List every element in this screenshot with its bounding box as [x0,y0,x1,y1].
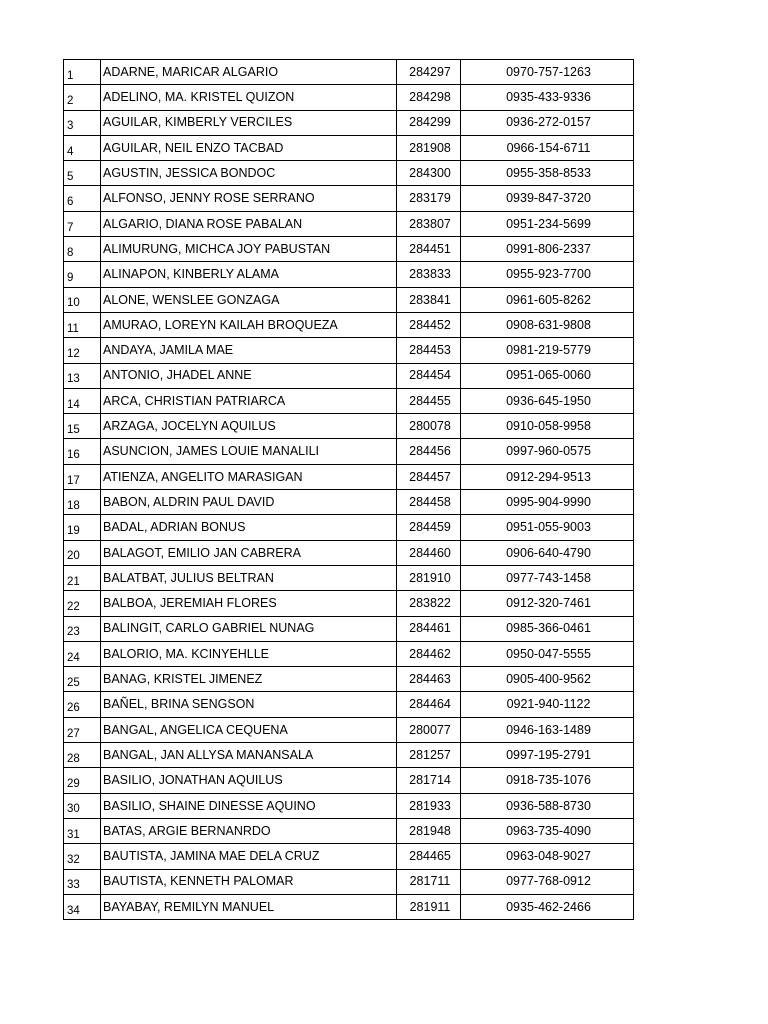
row-number-cell: 11 [64,312,101,337]
row-number-cell: 7 [64,211,101,236]
student-id-cell: 284459 [397,515,461,540]
table-row [64,388,634,413]
row-number-cell: 27 [64,717,101,742]
table-row [64,869,634,894]
row-number-cell: 29 [64,768,101,793]
row-number-cell: 34 [64,894,101,919]
student-id-cell: 284462 [397,641,461,666]
student-id-cell: 284460 [397,540,461,565]
table-row [64,85,634,110]
phone-number-cell: 0977-743-1458 [461,565,634,590]
student-id-cell: 281711 [397,869,461,894]
student-name-cell: BATAS, ARGIE BERNANRDO [101,818,397,843]
table-row [64,768,634,793]
student-name-cell: AGUILAR, KIMBERLY VERCILES [101,110,397,135]
row-number-cell: 23 [64,616,101,641]
table-row [64,338,634,363]
student-name-cell: BANAG, KRISTEL JIMENEZ [101,667,397,692]
student-name-cell: AGUILAR, NEIL ENZO TACBAD [101,135,397,160]
table-row [64,211,634,236]
table-row [64,844,634,869]
phone-number-cell: 0961-605-8262 [461,287,634,312]
phone-number-cell: 0951-234-5699 [461,211,634,236]
student-name-cell: BASILIO, SHAINE DINESSE AQUINO [101,793,397,818]
student-id-cell: 283822 [397,591,461,616]
phone-number-cell: 0981-219-5779 [461,338,634,363]
phone-number-cell: 0951-065-0060 [461,363,634,388]
row-number-cell: 9 [64,262,101,287]
student-id-cell: 283807 [397,211,461,236]
phone-number-cell: 0977-768-0912 [461,869,634,894]
student-id-cell: 281908 [397,135,461,160]
phone-number-cell: 0955-358-8533 [461,161,634,186]
student-roster-table [63,59,634,920]
phone-number-cell: 0912-294-9513 [461,464,634,489]
student-id-cell: 281714 [397,768,461,793]
table-row [64,565,634,590]
row-number-cell: 19 [64,515,101,540]
student-id-cell: 284452 [397,312,461,337]
phone-number-cell: 0906-640-4790 [461,540,634,565]
row-number-cell: 15 [64,414,101,439]
row-number-cell: 1 [64,60,101,85]
phone-number-cell: 0918-735-1076 [461,768,634,793]
table-row [64,515,634,540]
table-row [64,287,634,312]
table-row [64,262,634,287]
row-number-cell: 25 [64,667,101,692]
table-row [64,793,634,818]
student-name-cell: BALORIO, MA. KCINYEHLLE [101,641,397,666]
table-row [64,692,634,717]
phone-number-cell: 0912-320-7461 [461,591,634,616]
table-row [64,186,634,211]
phone-number-cell: 0955-923-7700 [461,262,634,287]
row-number-cell: 20 [64,540,101,565]
row-number-cell: 2 [64,85,101,110]
table-row [64,894,634,919]
row-number-cell: 5 [64,161,101,186]
phone-number-cell: 0936-588-8730 [461,793,634,818]
student-name-cell: ASUNCION, JAMES LOUIE MANALILI [101,439,397,464]
row-number-cell: 13 [64,363,101,388]
phone-number-cell: 0985-366-0461 [461,616,634,641]
student-id-cell: 284298 [397,85,461,110]
table-row [64,161,634,186]
student-name-cell: ARZAGA, JOCELYN AQUILUS [101,414,397,439]
table-row [64,110,634,135]
student-name-cell: BAUTISTA, KENNETH PALOMAR [101,869,397,894]
student-name-cell: ALONE, WENSLEE GONZAGA [101,287,397,312]
student-name-cell: BALBOA, JEREMIAH FLORES [101,591,397,616]
student-id-cell: 284455 [397,388,461,413]
table-row [64,414,634,439]
phone-number-cell: 0939-847-3720 [461,186,634,211]
phone-number-cell: 0936-645-1950 [461,388,634,413]
row-number-cell: 21 [64,565,101,590]
phone-number-cell: 0921-940-1122 [461,692,634,717]
roster-table-body [64,60,634,920]
phone-number-cell: 0991-806-2337 [461,237,634,262]
student-id-cell: 284454 [397,363,461,388]
row-number-cell: 6 [64,186,101,211]
student-name-cell: ARCA, CHRISTIAN PATRIARCA [101,388,397,413]
row-number-cell: 18 [64,490,101,515]
student-id-cell: 281933 [397,793,461,818]
student-name-cell: BALATBAT, JULIUS BELTRAN [101,565,397,590]
row-number-cell: 17 [64,464,101,489]
student-id-cell: 284451 [397,237,461,262]
student-name-cell: BALAGOT, EMILIO JAN CABRERA [101,540,397,565]
row-number-cell: 12 [64,338,101,363]
row-number-cell: 8 [64,237,101,262]
row-number-cell: 4 [64,135,101,160]
student-name-cell: ALINAPON, KINBERLY ALAMA [101,262,397,287]
student-name-cell: ANTONIO, JHADEL ANNE [101,363,397,388]
student-name-cell: BABON, ALDRIN PAUL DAVID [101,490,397,515]
table-row [64,616,634,641]
table-row [64,540,634,565]
student-id-cell: 280078 [397,414,461,439]
row-number-cell: 32 [64,844,101,869]
student-id-cell: 284461 [397,616,461,641]
student-name-cell: BANGAL, JAN ALLYSA MANANSALA [101,743,397,768]
student-name-cell: BASILIO, JONATHAN AQUILUS [101,768,397,793]
student-name-cell: BAÑEL, BRINA SENGSON [101,692,397,717]
phone-number-cell: 0936-272-0157 [461,110,634,135]
phone-number-cell: 0966-154-6711 [461,135,634,160]
row-number-cell: 22 [64,591,101,616]
student-name-cell: BALINGIT, CARLO GABRIEL NUNAG [101,616,397,641]
student-id-cell: 281910 [397,565,461,590]
student-name-cell: ADARNE, MARICAR ALGARIO [101,60,397,85]
student-id-cell: 284297 [397,60,461,85]
student-id-cell: 283841 [397,287,461,312]
phone-number-cell: 0951-055-9003 [461,515,634,540]
student-id-cell: 284453 [397,338,461,363]
student-name-cell: BAUTISTA, JAMINA MAE DELA CRUZ [101,844,397,869]
student-id-cell: 283833 [397,262,461,287]
phone-number-cell: 0905-400-9562 [461,667,634,692]
phone-number-cell: 0950-047-5555 [461,641,634,666]
row-number-cell: 10 [64,287,101,312]
row-number-cell: 31 [64,818,101,843]
phone-number-cell: 0908-631-9808 [461,312,634,337]
row-number-cell: 14 [64,388,101,413]
table-row [64,818,634,843]
student-name-cell: ATIENZA, ANGELITO MARASIGAN [101,464,397,489]
row-number-cell: 30 [64,793,101,818]
student-id-cell: 284458 [397,490,461,515]
phone-number-cell: 0997-960-0575 [461,439,634,464]
student-id-cell: 284463 [397,667,461,692]
student-id-cell: 280077 [397,717,461,742]
table-row [64,641,634,666]
row-number-cell: 28 [64,743,101,768]
table-row [64,464,634,489]
student-id-cell: 284464 [397,692,461,717]
student-id-cell: 284457 [397,464,461,489]
student-name-cell: BADAL, ADRIAN BONUS [101,515,397,540]
table-row [64,312,634,337]
student-name-cell: ADELINO, MA. KRISTEL QUIZON [101,85,397,110]
phone-number-cell: 0995-904-9990 [461,490,634,515]
row-number-cell: 33 [64,869,101,894]
phone-number-cell: 0963-735-4090 [461,818,634,843]
table-row [64,363,634,388]
student-name-cell: BAYABAY, REMILYN MANUEL [101,894,397,919]
table-row [64,717,634,742]
student-name-cell: ALGARIO, DIANA ROSE PABALAN [101,211,397,236]
student-name-cell: ALIMURUNG, MICHCA JOY PABUSTAN [101,237,397,262]
student-id-cell: 284300 [397,161,461,186]
phone-number-cell: 0997-195-2791 [461,743,634,768]
student-id-cell: 281257 [397,743,461,768]
student-id-cell: 284299 [397,110,461,135]
table-row [64,237,634,262]
phone-number-cell: 0935-433-9336 [461,85,634,110]
row-number-cell: 3 [64,110,101,135]
row-number-cell: 24 [64,641,101,666]
phone-number-cell: 0946-163-1489 [461,717,634,742]
table-row [64,60,634,85]
phone-number-cell: 0963-048-9027 [461,844,634,869]
table-row [64,439,634,464]
student-name-cell: AGUSTIN, JESSICA BONDOC [101,161,397,186]
table-row [64,667,634,692]
table-row [64,135,634,160]
student-id-cell: 281948 [397,818,461,843]
student-name-cell: AMURAO, LOREYN KAILAH BROQUEZA [101,312,397,337]
student-name-cell: BANGAL, ANGELICA CEQUENA [101,717,397,742]
row-number-cell: 26 [64,692,101,717]
student-id-cell: 281911 [397,894,461,919]
student-id-cell: 283179 [397,186,461,211]
phone-number-cell: 0910-058-9958 [461,414,634,439]
student-id-cell: 284456 [397,439,461,464]
phone-number-cell: 0970-757-1263 [461,60,634,85]
table-row [64,743,634,768]
student-name-cell: ANDAYA, JAMILA MAE [101,338,397,363]
row-number-cell: 16 [64,439,101,464]
student-id-cell: 284465 [397,844,461,869]
phone-number-cell: 0935-462-2466 [461,894,634,919]
table-row [64,490,634,515]
table-row [64,591,634,616]
student-name-cell: ALFONSO, JENNY ROSE SERRANO [101,186,397,211]
